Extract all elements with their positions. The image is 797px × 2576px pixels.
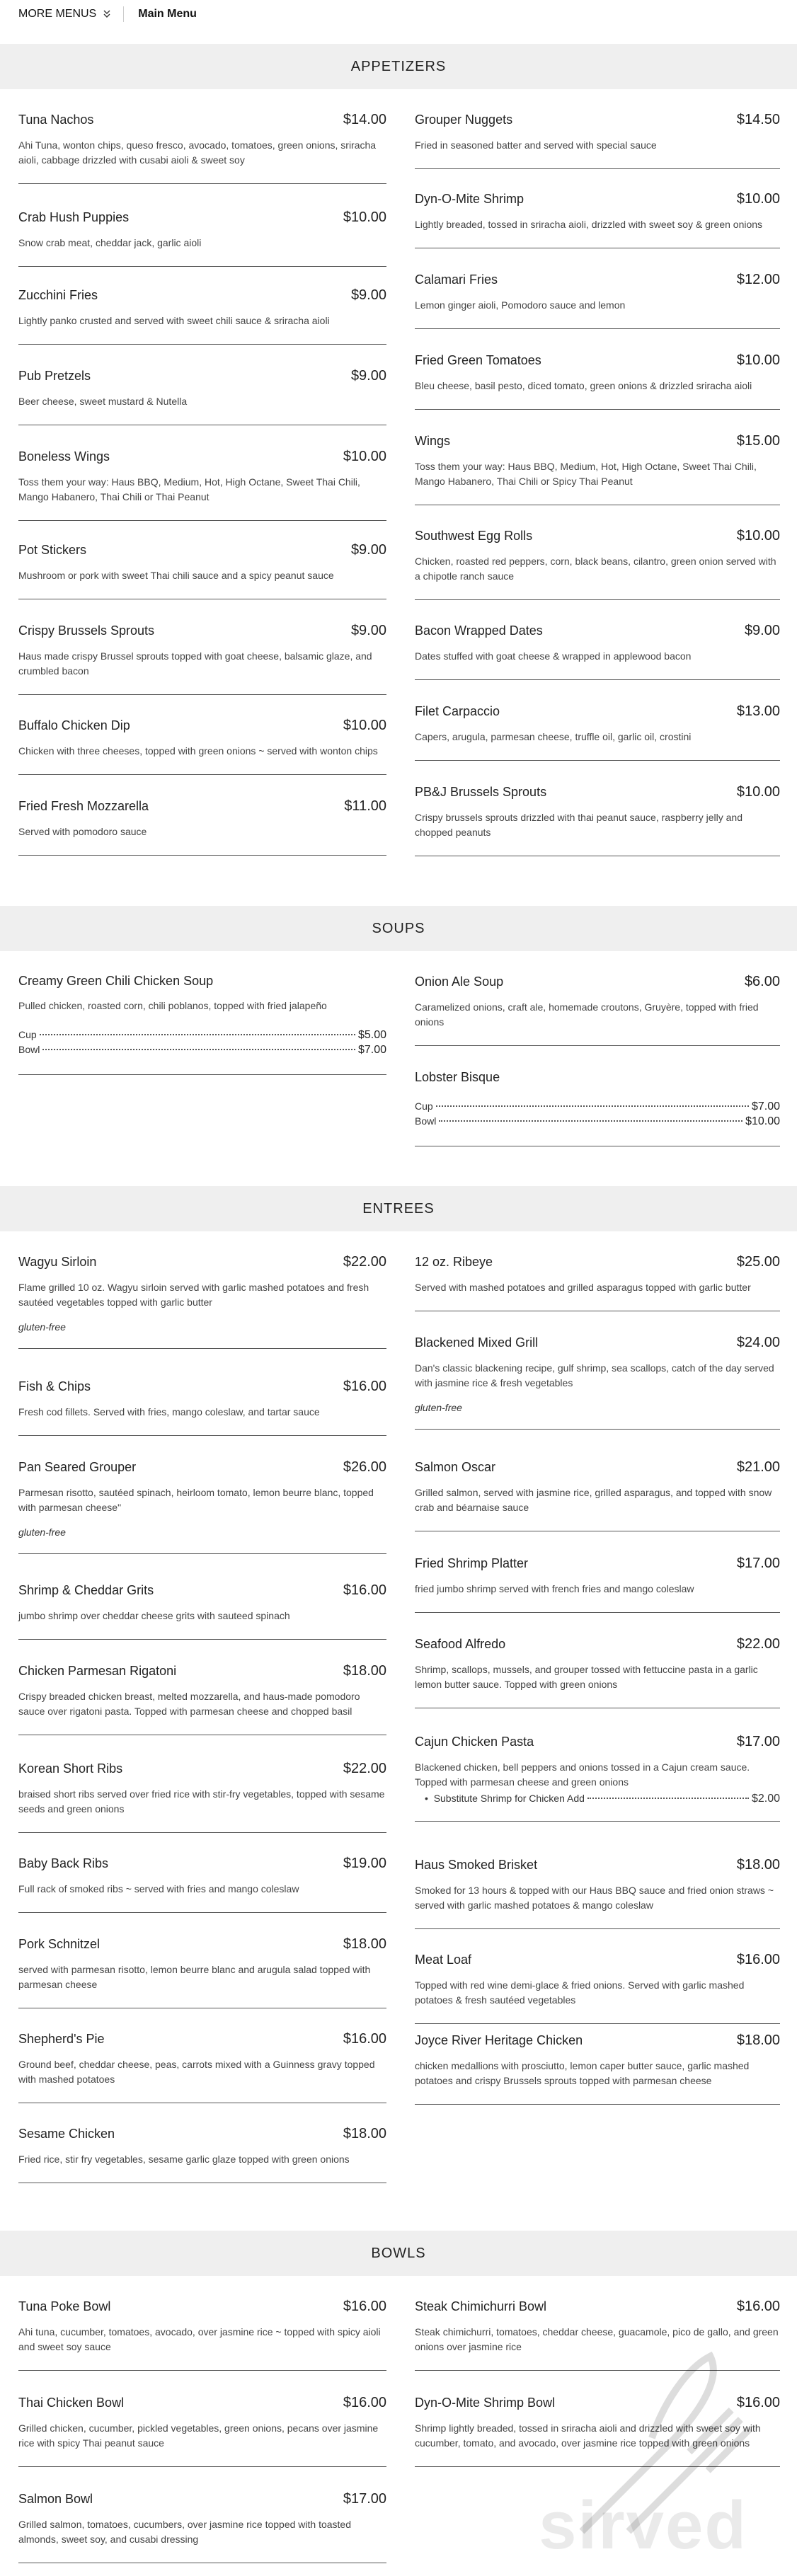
menu-item-description: served with parmesan risotto, lemon beurre blanc and arugula salad topped with parmesan cheese [18, 1964, 371, 1990]
menu-item-name: Steak Chimichurri Bowl [415, 2299, 547, 2313]
menu-item[interactable] [18, 542, 386, 599]
menu-item-header [18, 1459, 386, 1476]
dot-leader [42, 1049, 355, 1050]
menu-item-header [18, 2491, 386, 2507]
menu-item-name: Meat Loaf [415, 1953, 472, 1967]
menu-item-header [415, 1254, 780, 1270]
menu-item-description: Haus made crispy Brussel sprouts topped with goat cheese, balsamic glaze, and crumbled bacon [18, 650, 372, 677]
menu-item[interactable] [18, 718, 386, 775]
menu-item-description: Lightly panko crusted and served with sweet chili sauce & sriracha aioli [18, 315, 330, 326]
menu-item-description: Shrimp, scallops, mussels, and grouper tossed with fettuccine pasta in a garlic lemon butter sauce. Topped with green onions [415, 1664, 758, 1690]
menu-item-name: Crab Hush Puppies [18, 210, 130, 224]
menu-item-price: $18.00 [343, 1663, 386, 1679]
size-price: $5.00 [357, 1029, 386, 1041]
menu-item-name: Onion Ale Soup [415, 974, 504, 989]
dietary-note: gluten-free [18, 1321, 66, 1333]
menu-item-header [18, 449, 386, 465]
menu-item-name: Chicken Parmesan Rigatoni [18, 1664, 177, 1678]
menu-item-name: Pub Pretzels [18, 369, 91, 383]
menu-item-header [18, 1379, 386, 1395]
menu-item-name: Blackened Mixed Grill [415, 1335, 539, 1350]
addon-label: Substitute Shrimp for Chicken Add [433, 1793, 585, 1804]
menu-item-price: $25.00 [736, 1254, 780, 1270]
menu-item[interactable] [18, 974, 386, 1075]
menu-item-description: Ahi tuna, cucumber, tomatoes, avocado, over jasmine rice ~ topped with spicy aioli and sweet soy sauce [18, 2326, 381, 2352]
menu-item-price: $10.00 [343, 209, 386, 225]
menu-item[interactable] [415, 1952, 780, 2024]
menu-item[interactable] [18, 1582, 386, 1640]
menu-item-header [18, 1856, 386, 1872]
menu-item-price: $16.00 [343, 1379, 386, 1394]
menu-item-header [18, 112, 386, 128]
menu-item-header [18, 798, 386, 815]
addon-price: $2.00 [751, 1793, 780, 1805]
menu-item[interactable] [415, 272, 780, 329]
menu-item-description: Fried in seasoned batter and served with special sauce [415, 139, 657, 151]
menu-item-price: $16.00 [736, 2299, 780, 2314]
menu-item[interactable] [415, 1734, 780, 1822]
menu-item-name: Bacon Wrapped Dates [415, 623, 543, 638]
menu-item-description: Served with pomodoro sauce [18, 826, 147, 837]
menu-item-description: Chicken, roasted red peppers, corn, black beans, cilantro, green onion served with a chipotle ranch sauce [415, 556, 776, 582]
menu-item-price: $10.00 [343, 449, 386, 464]
menu-item-description: chicken medallions with prosciutto, lemon caper butter sauce, garlic mashed potatoes and crispy Brussels sprouts topped with parmesan cheese [415, 2060, 750, 2086]
menu-item[interactable] [18, 449, 386, 521]
menu-item-description: Beer cheese, sweet mustard & Nutella [18, 396, 188, 407]
menu-item-name: Thai Chicken Bowl [18, 2396, 125, 2410]
menu-item[interactable] [18, 2126, 386, 2183]
menu-item-name: Shrimp & Cheddar Grits [18, 1583, 154, 1597]
menu-item[interactable] [18, 1936, 386, 2008]
menu-item-name: Tuna Poke Bowl [18, 2299, 111, 2313]
menu-item-description: Steak chimichurri, tomatoes, cheddar cheese, guacamole, pico de gallo, and green onions over jasmine rice [415, 2326, 779, 2352]
menu-item-header [415, 191, 780, 207]
dietary-note: gluten-free [18, 1526, 66, 1538]
menu-item[interactable] [415, 1335, 780, 1430]
menu-item-name: Southwest Egg Rolls [415, 529, 533, 543]
menu-item[interactable] [18, 1254, 386, 1349]
menu-item-price: $22.00 [343, 1761, 386, 1776]
menu-item-price: $9.00 [350, 287, 386, 303]
menu-item[interactable] [18, 209, 386, 267]
menu-item-description: Bleu cheese, basil pesto, diced tomato, green onions & drizzled sriracha aioli [415, 380, 752, 391]
main-menu-tab[interactable]: Main Menu [138, 8, 197, 20]
menu-item-name: Haus Smoked Brisket [415, 1858, 538, 1872]
menu-item-name: Shepherd's Pie [18, 2032, 105, 2046]
menu-item-description: Lemon ginger aioli, Pomodoro sauce and lemon [415, 299, 626, 311]
menu-item-price: $16.00 [736, 1952, 780, 1967]
menu-item-header [18, 2031, 386, 2047]
menu-item-name: Joyce River Heritage Chicken [415, 2033, 583, 2047]
menu-item-name: Dyn-O-Mite Shrimp Bowl [415, 2396, 556, 2410]
size-option [415, 1100, 780, 1115]
addon-option [415, 1793, 780, 1805]
menu-item-header [18, 1761, 386, 1777]
menu-item-description: Mushroom or pork with sweet Thai chili sauce and a spicy peanut sauce [18, 570, 334, 581]
menu-item-description: Capers, arugula, parmesan cheese, truffle oil, garlic oil, crostini [415, 731, 692, 742]
menu-item[interactable] [415, 2299, 780, 2371]
menu-item-description: Flame grilled 10 oz. Wagyu sirloin served with garlic mashed potatoes and fresh sautéed vegetables topped with garlic butter [18, 1282, 369, 1308]
menu-item-name: Wings [415, 434, 451, 448]
menu-item-price: $22.00 [736, 1636, 780, 1652]
menu-item[interactable] [18, 112, 386, 184]
menu-item-price: $22.00 [343, 1254, 386, 1270]
menu-item-header [415, 974, 780, 990]
section-header-appetizers: APPETIZERS [0, 44, 797, 89]
menu-item[interactable] [415, 433, 780, 505]
menu-item-name: Filet Carpaccio [415, 704, 500, 718]
menu-item-description: Dan's classic blackening recipe, gulf shrimp, sea scallops, catch of the day served with jasmine rice & fresh vegetables [415, 1362, 774, 1388]
menu-item[interactable] [18, 2491, 386, 2563]
menu-item-header [415, 1734, 780, 1750]
menu-item-description: jumbo shrimp over cheddar cheese grits with sauteed spinach [18, 1610, 290, 1621]
menu-item-header [18, 1254, 386, 1270]
menu-item-header [415, 1636, 780, 1652]
menu-item[interactable] [18, 287, 386, 345]
menu-item-price: $9.00 [744, 623, 780, 638]
menu-item[interactable] [415, 703, 780, 761]
menu-item-price: $17.00 [736, 1556, 780, 1571]
more-menus-label: MORE MENUS [18, 8, 97, 20]
top-bar [0, 0, 797, 28]
menu-item-header [415, 112, 780, 128]
menu-item-price: $9.00 [350, 542, 386, 558]
menu-item-description: Parmesan risotto, sautéed spinach, heirloom tomato, lemon beurre blanc, topped with parmesan cheese" [18, 1487, 374, 1513]
section-header-entrees: ENTREES [0, 1186, 797, 1231]
menu-item-price: $9.00 [350, 623, 386, 638]
menu-item-name: Boneless Wings [18, 449, 110, 464]
size-label: Cup [18, 1029, 37, 1040]
menu-item-price: $14.00 [343, 112, 386, 127]
menu-item-description: Crispy brussels sprouts drizzled with thai peanut sauce, raspberry jelly and chopped peanuts [415, 812, 742, 838]
menu-item-price: $9.00 [350, 368, 386, 384]
menu-item-price: $16.00 [343, 2395, 386, 2410]
menu-item-description: Fried rice, stir fry vegetables, sesame garlic glaze topped with green onions [18, 2154, 350, 2165]
size-price: $7.00 [751, 1100, 780, 1112]
menu-item[interactable] [415, 784, 780, 856]
menu-item-name: Pot Stickers [18, 543, 87, 557]
menu-item-description: braised short ribs served over fried rice with stir-fry vegetables, topped with sesame seeds and green onions [18, 1788, 385, 1815]
menu-item-name: Cajun Chicken Pasta [415, 1735, 534, 1749]
size-options [18, 1029, 386, 1059]
bullet-icon: • [425, 1793, 434, 1804]
menu-item-name: Pan Seared Grouper [18, 1460, 137, 1474]
menu-item-description: Toss them your way: Haus BBQ, Medium, Hot, High Octane, Sweet Thai Chili, Mango Habanero, Thai Chili or Thai Peanut [18, 476, 360, 502]
menu-item-description: Chicken with three cheeses, topped with green onions ~ served with wonton chips [18, 745, 378, 757]
menu-item-name: Buffalo Chicken Dip [18, 718, 130, 732]
menu-item-name: Salmon Oscar [415, 1460, 496, 1474]
dot-leader [40, 1034, 355, 1035]
menu-item[interactable] [18, 1379, 386, 1436]
menu-item-header [415, 272, 780, 288]
menu-item-name: 12 oz. Ribeye [415, 1255, 493, 1269]
menu-item-price: $10.00 [736, 352, 780, 368]
more-menus-button[interactable] [18, 8, 112, 21]
menu-item-name: Calamari Fries [415, 272, 498, 287]
section-header-bowls: BOWLS [0, 2231, 797, 2276]
dot-leader [439, 1120, 742, 1122]
size-option [18, 1029, 386, 1044]
menu-item-name: Creamy Green Chili Chicken Soup [18, 974, 214, 988]
menu-item-price: $17.00 [343, 2491, 386, 2507]
menu-item[interactable] [415, 1857, 780, 1929]
menu-item-description: Grilled salmon, tomatoes, cucumbers, over jasmine rice topped with toasted almonds, sweet soy, and cusabi dressing [18, 2519, 351, 2545]
menu-item[interactable] [18, 623, 386, 695]
menu-item-header [18, 1936, 386, 1953]
menu-item-description: Pulled chicken, roasted corn, chili poblanos, topped with fried jalapeño [18, 1000, 327, 1011]
menu-item[interactable] [18, 798, 386, 856]
menu-item-name: Fried Fresh Mozzarella [18, 799, 149, 813]
menu-item-description: Dates stuffed with goat cheese & wrapped in applewood bacon [415, 650, 692, 662]
menu-item-price: $21.00 [736, 1459, 780, 1475]
menu-item-header [18, 2299, 386, 2315]
menu-item-name: Salmon Bowl [18, 2492, 93, 2506]
menu-item[interactable] [18, 368, 386, 425]
menu-item-description: Fresh cod fillets. Served with fries, mango coleslaw, and tartar sauce [18, 1406, 320, 1418]
menu-item[interactable] [415, 2032, 780, 2105]
menu-item-price: $15.00 [736, 433, 780, 449]
menu-item-description: Snow crab meat, cheddar jack, garlic aioli [18, 237, 202, 248]
size-label: Cup [415, 1100, 433, 1112]
menu-item-name: Tuna Nachos [18, 113, 94, 127]
menu-item[interactable] [18, 2299, 386, 2371]
size-price: $7.00 [357, 1044, 386, 1056]
menu-item[interactable] [18, 1761, 386, 1833]
menu-item-description: fried jumbo shrimp served with french fries and mango coleslaw [415, 1583, 694, 1594]
menu-item-price: $11.00 [344, 798, 386, 814]
menu-item-header [18, 2126, 386, 2142]
menu-item-header [18, 542, 386, 558]
menu-item[interactable] [18, 2031, 386, 2103]
menu-item-name: Crispy Brussels Sprouts [18, 623, 155, 638]
menu-item-price: $14.50 [736, 112, 780, 127]
double-chevron-down-icon [102, 9, 112, 19]
menu-item-header [18, 368, 386, 384]
menu-item-name: Zucchini Fries [18, 288, 98, 302]
menu-item-header [415, 1070, 780, 1085]
menu-item-price: $19.00 [343, 1856, 386, 1871]
menu-item[interactable] [415, 352, 780, 410]
dietary-note: gluten-free [415, 1402, 462, 1413]
menu-item-header [415, 2395, 780, 2411]
menu-item-price: $16.00 [343, 2031, 386, 2047]
menu-item[interactable] [18, 1459, 386, 1554]
menu-item-header [18, 974, 386, 989]
size-price: $10.00 [745, 1115, 780, 1127]
menu-item-price: $16.00 [736, 2395, 780, 2410]
menu-item-description: Ahi Tuna, wonton chips, queso fresco, avocado, tomatoes, green onions, sriracha aioli, cabbage drizzled with cusabi aioli & sweet soy [18, 139, 377, 166]
menu-item-header [415, 784, 780, 800]
menu-item-header [18, 209, 386, 226]
menu-item[interactable] [415, 1070, 780, 1146]
size-option [415, 1115, 780, 1130]
menu-item-header [415, 1335, 780, 1351]
menu-item-description: Grilled salmon, served with jasmine rice, grilled asparagus, and topped with snow crab and béarnaise sauce [415, 1487, 772, 1513]
section-header-soups: SOUPS [0, 906, 797, 951]
menu-item-header [415, 1556, 780, 1572]
menu-item-name: Grouper Nuggets [415, 113, 513, 127]
menu-item[interactable] [415, 2395, 780, 2467]
menu-item-name: Lobster Bisque [415, 1070, 500, 1084]
menu-item-price: $10.00 [343, 718, 386, 733]
menu-item-price: $18.00 [736, 2032, 780, 2048]
menu-item-price: $18.00 [736, 1857, 780, 1873]
menu-item-header [18, 2395, 386, 2411]
menu-item-header [18, 1582, 386, 1599]
menu-item-description: Ground beef, cheddar cheese, peas, carrots mixed with a Guinness gravy topped with mashed potatoes [18, 2059, 375, 2085]
menu-item-price: $26.00 [343, 1459, 386, 1475]
menu-item-header [18, 1663, 386, 1679]
menu-item-price: $18.00 [343, 2126, 386, 2141]
menu-item[interactable] [415, 623, 780, 680]
menu-item-header [18, 623, 386, 639]
menu-item-price: $18.00 [343, 1936, 386, 1952]
menu-item-name: Korean Short Ribs [18, 1761, 123, 1776]
menu-item-description: Lightly breaded, tossed in sriracha aioli, drizzled with sweet soy & green onions [415, 219, 763, 230]
menu-item-name: Pork Schnitzel [18, 1937, 101, 1951]
menu-item[interactable] [415, 1636, 780, 1708]
menu-item-header [18, 718, 386, 734]
menu-item-header [415, 1459, 780, 1476]
menu-item-price: $17.00 [736, 1734, 780, 1749]
menu-item-header [415, 2032, 780, 2049]
menu-item-name: Fried Green Tomatoes [415, 353, 541, 367]
menu-item-name: Fish & Chips [18, 1379, 91, 1393]
menu-item[interactable] [18, 1856, 386, 1913]
menu-item-name: Fried Shrimp Platter [415, 1556, 529, 1570]
menu-item-description: Crispy breaded chicken breast, melted mozzarella, and haus-made pomodoro sauce over rigatoni pasta. Topped with parmesan cheese and chopped basil [18, 1691, 360, 1717]
size-label: Bowl [415, 1115, 437, 1127]
menu-item-header [415, 2299, 780, 2315]
size-options [415, 1100, 780, 1130]
menu-item-name: PB&J Brussels Sprouts [415, 785, 547, 799]
menu-item-name: Dyn-O-Mite Shrimp [415, 192, 524, 206]
menu-item-description: Grilled chicken, cucumber, pickled vegetables, green onions, pecans over jasmine rice with spicy Thai peanut sauce [18, 2422, 379, 2449]
sirved-watermark-text: sirved [539, 2488, 747, 2563]
menu-item[interactable] [18, 2395, 386, 2467]
menu-item-price: $12.00 [736, 272, 780, 287]
menu-item[interactable] [415, 1254, 780, 1311]
menu-item-name: Seafood Alfredo [415, 1637, 506, 1651]
menu-item-description: Shrimp lightly breaded, tossed in sriracha aioli and drizzled with sweet soy with cucumber, tomato, and avocado, over jasmine rice topped with green onions [415, 2422, 761, 2449]
menu-item-description: Smoked for 13 hours & topped with our Haus BBQ sauce and fried onion straws ~ served with garlic mashed potatoes & mango coleslaw [415, 1885, 774, 1911]
menu-item-description: Caramelized onions, craft ale, homemade croutons, Gruyère, topped with fried onions [415, 1001, 759, 1028]
dot-leader [436, 1105, 749, 1107]
menu-item-price: $10.00 [736, 784, 780, 800]
menu-item-name: Sesame Chicken [18, 2127, 115, 2141]
menu-item-description: Served with mashed potatoes and grilled asparagus topped with garlic butter [415, 1282, 751, 1293]
menu-item-name: Baby Back Ribs [18, 1856, 109, 1870]
menu-item-price: $24.00 [736, 1335, 780, 1350]
menu-item-description: Toss them your way: Haus BBQ, Medium, Hot, High Octane, Sweet Thai Chili, Mango Habanero, Thai Chili or Spicy Thai Peanut [415, 461, 757, 487]
menu-item[interactable] [415, 1556, 780, 1613]
menu-item[interactable] [415, 191, 780, 248]
topbar-divider [123, 6, 124, 22]
menu-item[interactable] [415, 974, 780, 1046]
menu-item-description: Blackened chicken, bell peppers and onions tossed in a Cajun cream sauce. Topped with parmesan cheese and green onions [415, 1761, 750, 1788]
menu-item-header [415, 528, 780, 544]
menu-item[interactable] [415, 112, 780, 169]
menu-item-header [415, 433, 780, 449]
size-label: Bowl [18, 1044, 40, 1055]
menu-item-header [415, 352, 780, 369]
menu-item-price: $16.00 [343, 1582, 386, 1598]
menu-item-header [415, 623, 780, 639]
menu-item[interactable] [415, 528, 780, 600]
menu-item-description: Topped with red wine demi-glace & fried onions. Served with garlic mashed potatoes & fresh sautéed vegetables [415, 1979, 745, 2006]
menu-item-price: $16.00 [343, 2299, 386, 2314]
menu-item[interactable] [18, 1663, 386, 1735]
menu-item-header [18, 287, 386, 304]
menu-item-header [415, 1952, 780, 1968]
menu-item-header [415, 703, 780, 720]
menu-item-name: Wagyu Sirloin [18, 1255, 97, 1269]
dot-leader [587, 1798, 749, 1799]
menu-item-description: Full rack of smoked ribs ~ served with fries and mango coleslaw [18, 1883, 299, 1894]
menu-item-price: $10.00 [736, 191, 780, 207]
size-option [18, 1044, 386, 1059]
menu-item-price: $13.00 [736, 703, 780, 719]
menu-item-price: $6.00 [744, 974, 780, 989]
menu-item-header [415, 1857, 780, 1873]
menu-item-price: $10.00 [736, 528, 780, 544]
menu-item[interactable] [415, 1459, 780, 1531]
